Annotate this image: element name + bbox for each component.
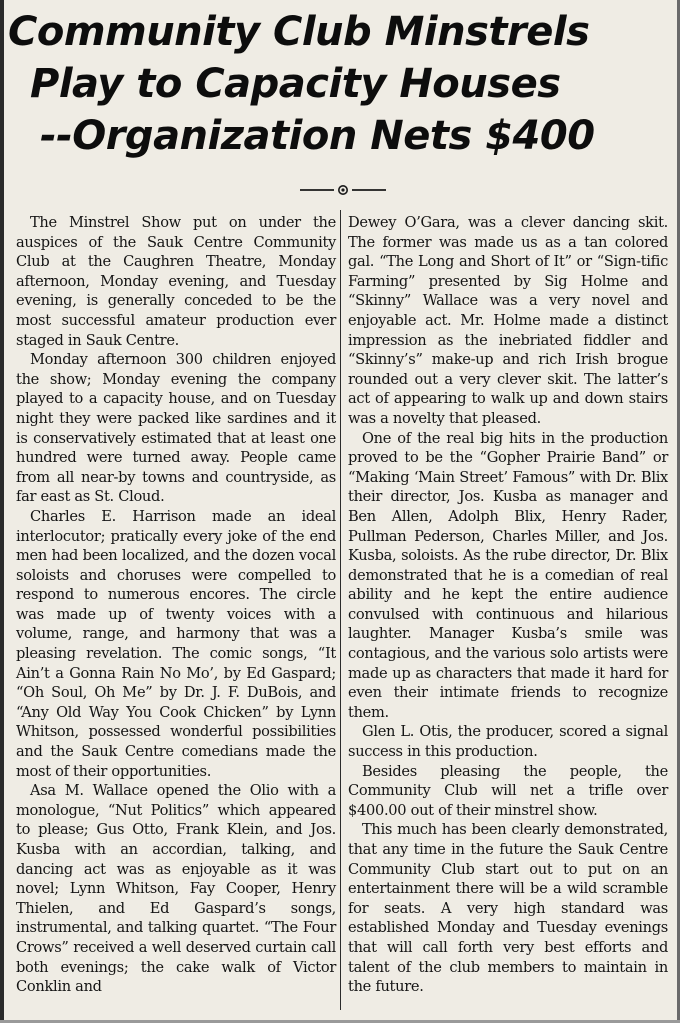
paragraph: Besides pleasing the people, the Community Club will net a trifle over $400.00 out of their minstrel show.: [348, 762, 668, 819]
headline: [0, 6, 680, 162]
left-column: [16, 213, 336, 997]
paragraph: Monday afternoon 300 children enjoyed the show; Monday evening the company played to a capacity house, and on Tuesday night they were packed like sardines and it is conservatively estimated that at least one hundred were turned away. People came from all near-by towns and countryside, as far east as St. Cloud.: [16, 351, 336, 506]
headline-line-2: Play to Capacity Houses: [30, 61, 561, 107]
paragraph: Glen L. Otis, the producer, scored a signal success in this production.: [348, 723, 668, 761]
paragraph: One of the real big hits in the production proved to be the “Gopher Prairie Band” or “Making ‘Main Street’ Famous” with Dr. Blix their director, Jos. Kusba as manager and Ben Allen, Adolph Blix, Henry Rader, Pullman Pederson, Charles Miller, and Jos. Kusba, soloists. As the rube director, Dr. Blix demonstrated that he is a comedian of real ability and he kept the entire audience convulsed with continuous and hilarious laughter. Manager Kusba’s smile was contagious, and the various solo artists were made up as characters that made it hard for even their intimate friends to recognize them.: [348, 429, 668, 721]
paragraph: The Minstrel Show put on under the auspices of the Sauk Centre Community Club at the Caughren Theatre, Monday afternoon, Monday evening, and Tuesday evening, is generally conceded to be the most successful amateur production ever staged in Sauk Centre.: [16, 214, 336, 349]
paragraph: Asa M. Wallace opened the Olio with a monologue, “Nut Politics” which appeared to please; Gus Otto, Frank Klein, and Jos. Kusba with an accordian, talking, and dancing act was as enjoyable as it was novel; Lynn Whitson, Fay Cooper, Henry Thielen, and Ed Gaspard’s songs, instrumental, and talking quartet. “The Four Crows” received a well deserved curtain call both evenings; the cake walk of Victor Conklin and: [16, 782, 336, 996]
right-column: [348, 213, 668, 997]
headline-line-3: --Organization Nets $400: [40, 113, 595, 159]
column-divider: [340, 210, 341, 1010]
paragraph: Charles E. Harrison made an ideal interlocutor; pratically every joke of the end men had been localized, and the dozen vocal soloists and choruses were compelled to respond to numerous encores. The circle was made up of twenty voices with a volume, range, and harmony that was a pleasing revelation. The comic songs, “It Ain’t a Gonna Rain No Mo’, by Ed Gaspard; “Oh Soul, Oh Me” by Dr. J. F. DuBois, and “Any Old Way You Cook Chicken” by Lynn Whitson, possessed wonderful possibilities and the Sauk Centre comedians made the most of their opportunities.: [16, 507, 336, 780]
rule-with-star-icon: [300, 183, 386, 197]
paragraph: This much has been clearly demonstrated, that any time in the future the Sauk Centre Community Club start out to put on an entertainment there will be a wild scramble for seats. A very high standard was established Monday and Tuesday evenings that will call forth very best efforts and talent of the club members to maintain in the future.: [348, 821, 668, 996]
paragraph-continuation: Dewey O’Gara, was a clever dancing skit. The former was made us as a tan colored gal. “The Long and Short of It” or “Sign-tific Farming” presented by Sig Holme and “Skinny” Wallace was a very novel and enjoyable act. Mr. Holme made a distinct impression as the inebriated fiddler and “Skinny’s” make-up and rich Irish brogue rounded out a very clever skit. The latter’s act of appearing to walk up and down stairs was a novelty that pleased.: [348, 214, 668, 427]
headline-line-1: Community Club Minstrels: [8, 9, 590, 55]
